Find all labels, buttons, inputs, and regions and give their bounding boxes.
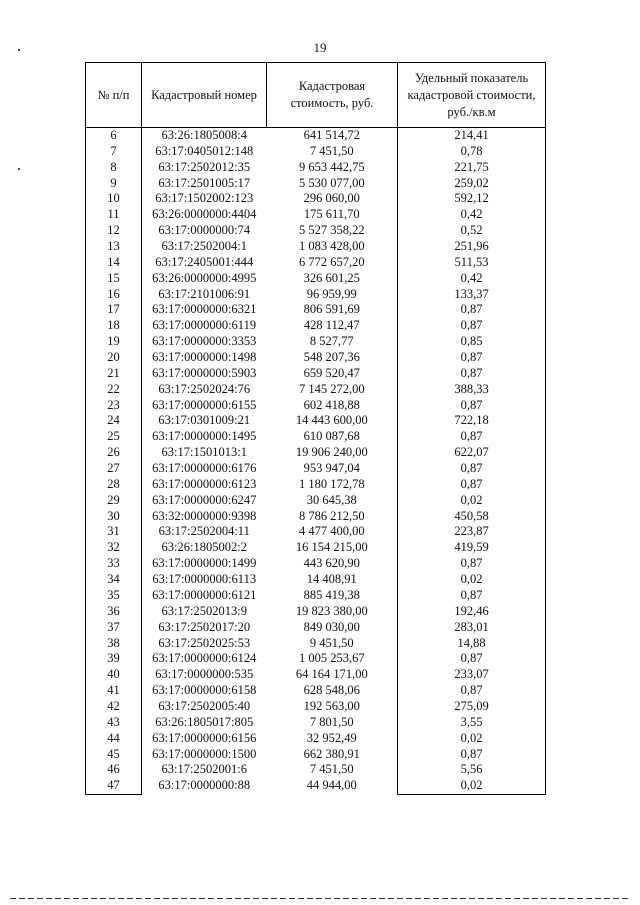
cell-specific-value: 388,33 bbox=[398, 382, 546, 398]
table-row bbox=[86, 429, 546, 445]
cell-cadastral-number: 63:26:1805002:2 bbox=[161, 540, 247, 555]
cell-cadastral-value: 6 772 657,20 bbox=[298, 254, 365, 269]
cell-row-number: 42 bbox=[86, 699, 142, 715]
cell-cadastral-number: 63:17:0405012:148 bbox=[155, 143, 254, 158]
cell-cadastral-value: 4 477 400,00 bbox=[298, 524, 365, 539]
cell-row-number: 34 bbox=[86, 572, 142, 588]
cell-specific-value: 0,02 bbox=[398, 778, 546, 794]
cell-cadastral-value: 885 419,38 bbox=[303, 587, 360, 602]
table-row bbox=[86, 176, 546, 192]
cell-row-number: 44 bbox=[86, 731, 142, 747]
cell-cadastral-value: 1 083 428,00 bbox=[298, 239, 365, 254]
cell-specific-value: 0,87 bbox=[398, 747, 546, 763]
table-row bbox=[86, 144, 546, 160]
cell-cadastral-value: 8 527,77 bbox=[309, 334, 354, 349]
cell-row-number: 12 bbox=[86, 223, 142, 239]
page-number: 19 bbox=[313, 40, 327, 55]
cell-specific-value: 0,02 bbox=[398, 731, 546, 747]
cell-cadastral-number: 63:17:2502004:11 bbox=[158, 524, 250, 539]
cell-cadastral-value: 1 180 172,78 bbox=[298, 476, 365, 491]
table-row bbox=[86, 255, 546, 271]
cell-specific-value: 233,07 bbox=[398, 667, 546, 683]
cell-specific-value: 0,87 bbox=[398, 366, 546, 382]
cell-row-number: 13 bbox=[86, 239, 142, 255]
cell-cadastral-number: 63:17:0000000:535 bbox=[155, 667, 254, 682]
cell-row-number: 28 bbox=[86, 477, 142, 493]
table-row bbox=[86, 651, 546, 667]
cell-specific-value: 0,87 bbox=[398, 318, 546, 334]
cell-specific-value: 0,87 bbox=[398, 556, 546, 572]
cell-cadastral-number: 63:17:0000000:6121 bbox=[152, 587, 257, 602]
cell-row-number: 46 bbox=[86, 762, 142, 778]
cell-row-number: 24 bbox=[86, 413, 142, 429]
table-row bbox=[86, 762, 546, 778]
table-row bbox=[86, 699, 546, 715]
cell-cadastral-value: 8 786 212,50 bbox=[298, 508, 365, 523]
table-row bbox=[86, 207, 546, 223]
header-row-number: № п/п bbox=[86, 63, 142, 128]
header-specific-value: Удельный показатель кадастровой стоимости, руб./кв.м bbox=[398, 63, 546, 128]
cell-cadastral-number: 63:17:0000000:6156 bbox=[152, 730, 257, 745]
cell-specific-value: 0,87 bbox=[398, 477, 546, 493]
cell-cadastral-value: 19 823 380,00 bbox=[295, 603, 368, 618]
cell-cadastral-value: 14 443 600,00 bbox=[295, 413, 368, 428]
table-row bbox=[86, 778, 546, 794]
cell-cadastral-number: 63:17:0000000:6123 bbox=[152, 476, 257, 491]
cell-cadastral-value: 548 207,36 bbox=[303, 350, 360, 365]
cell-cadastral-number: 63:17:2502017:20 bbox=[158, 619, 251, 634]
cell-row-number: 26 bbox=[86, 445, 142, 461]
cell-specific-value: 0,87 bbox=[398, 588, 546, 604]
table-row bbox=[86, 588, 546, 604]
cell-cadastral-number: 63:17:1501013:1 bbox=[161, 445, 247, 460]
cell-specific-value: 722,18 bbox=[398, 413, 546, 429]
cell-cadastral-number: 63:17:0000000:74 bbox=[158, 223, 251, 238]
cell-specific-value: 0,87 bbox=[398, 429, 546, 445]
cell-cadastral-number: 63:17:0301009:21 bbox=[158, 413, 251, 428]
cell-cadastral-value: 428 112,47 bbox=[303, 318, 360, 333]
cell-cadastral-value: 44 944,00 bbox=[306, 778, 357, 793]
cell-specific-value: 511,53 bbox=[398, 255, 546, 271]
cell-cadastral-number: 63:17:0000000:6158 bbox=[152, 683, 257, 698]
cell-row-number: 38 bbox=[86, 636, 142, 652]
cell-cadastral-value: 175 611,70 bbox=[303, 207, 360, 222]
cell-cadastral-value: 1 005 253,67 bbox=[298, 651, 365, 666]
cell-row-number: 9 bbox=[86, 176, 142, 192]
cell-specific-value: 0,78 bbox=[398, 144, 546, 160]
cell-cadastral-number: 63:17:0000000:6176 bbox=[152, 461, 257, 476]
table-body bbox=[86, 128, 546, 795]
cell-cadastral-value: 610 087,68 bbox=[303, 429, 360, 444]
cell-cadastral-number: 63:17:0000000:6247 bbox=[152, 492, 257, 507]
cell-row-number: 41 bbox=[86, 683, 142, 699]
cell-row-number: 18 bbox=[86, 318, 142, 334]
cell-cadastral-value: 326 601,25 bbox=[303, 270, 360, 285]
cell-specific-value: 0,87 bbox=[398, 683, 546, 699]
table-row bbox=[86, 366, 546, 382]
cell-cadastral-value: 7 451,50 bbox=[309, 762, 354, 777]
cell-cadastral-number: 63:17:2502005:40 bbox=[158, 698, 251, 713]
cell-specific-value: 0,85 bbox=[398, 334, 546, 350]
cell-cadastral-number: 63:17:2502024:76 bbox=[158, 381, 251, 396]
cell-cadastral-value: 849 030,00 bbox=[303, 619, 360, 634]
cell-specific-value: 0,87 bbox=[398, 461, 546, 477]
cell-specific-value: 0,87 bbox=[398, 302, 546, 318]
cell-row-number: 22 bbox=[86, 382, 142, 398]
cell-cadastral-value: 7 801,50 bbox=[309, 714, 354, 729]
cell-specific-value: 133,37 bbox=[398, 287, 546, 303]
cell-specific-value: 192,46 bbox=[398, 604, 546, 620]
table-row bbox=[86, 191, 546, 207]
cell-cadastral-number: 63:17:2101006:91 bbox=[158, 286, 251, 301]
table-row bbox=[86, 445, 546, 461]
cell-cadastral-number: 63:17:2502004:1 bbox=[161, 239, 247, 254]
cell-specific-value: 0,52 bbox=[398, 223, 546, 239]
cell-cadastral-value: 659 520,47 bbox=[303, 365, 360, 380]
cell-cadastral-number: 63:17:2502025:53 bbox=[158, 635, 251, 650]
cell-row-number: 27 bbox=[86, 461, 142, 477]
cell-cadastral-value: 16 154 215,00 bbox=[295, 540, 368, 555]
cell-row-number: 16 bbox=[86, 287, 142, 303]
cell-row-number: 23 bbox=[86, 398, 142, 414]
cell-cadastral-value: 5 527 358,22 bbox=[298, 223, 365, 238]
cell-cadastral-value: 806 591,69 bbox=[303, 302, 360, 317]
cell-specific-value: 223,87 bbox=[398, 524, 546, 540]
cell-specific-value: 283,01 bbox=[398, 620, 546, 636]
cell-row-number: 6 bbox=[86, 128, 142, 144]
cell-row-number: 31 bbox=[86, 524, 142, 540]
table-row bbox=[86, 572, 546, 588]
cell-cadastral-number: 63:17:0000000:6113 bbox=[152, 572, 257, 587]
table-row bbox=[86, 398, 546, 414]
cell-row-number: 15 bbox=[86, 271, 142, 287]
table-row bbox=[86, 302, 546, 318]
cell-specific-value: 214,41 bbox=[398, 128, 546, 144]
cell-cadastral-number: 63:26:0000000:4995 bbox=[152, 270, 257, 285]
cell-specific-value: 14,88 bbox=[398, 636, 546, 652]
table-header bbox=[86, 63, 546, 128]
cell-cadastral-value: 9 451,50 bbox=[309, 635, 354, 650]
cell-cadastral-number: 63:17:2502001:6 bbox=[161, 762, 247, 777]
cell-specific-value: 0,02 bbox=[398, 572, 546, 588]
cell-cadastral-value: 96 959,99 bbox=[306, 286, 357, 301]
cell-specific-value: 0,42 bbox=[398, 271, 546, 287]
cell-specific-value: 221,75 bbox=[398, 160, 546, 176]
cell-cadastral-number: 63:17:0000000:3353 bbox=[152, 334, 257, 349]
table-row bbox=[86, 350, 546, 366]
cell-cadastral-value: 192 563,00 bbox=[303, 698, 360, 713]
cell-row-number: 37 bbox=[86, 620, 142, 636]
cell-cadastral-number: 63:17:0000000:6155 bbox=[152, 397, 257, 412]
cell-cadastral-value: 5 530 077,00 bbox=[298, 175, 365, 190]
cell-cadastral-value: 602 418,88 bbox=[303, 397, 360, 412]
cell-row-number: 25 bbox=[86, 429, 142, 445]
cell-row-number: 45 bbox=[86, 747, 142, 763]
cell-cadastral-value: 628 548,06 bbox=[303, 683, 360, 698]
cell-cadastral-value: 443 620,90 bbox=[303, 556, 360, 571]
cell-cadastral-number: 63:17:0000000:6124 bbox=[152, 651, 257, 666]
cell-cadastral-number: 63:17:0000000:1500 bbox=[152, 746, 257, 761]
cell-specific-value: 419,59 bbox=[398, 540, 546, 556]
cell-cadastral-number: 63:17:2502012:35 bbox=[158, 159, 251, 174]
cell-specific-value: 251,96 bbox=[398, 239, 546, 255]
table-row bbox=[86, 715, 546, 731]
cell-specific-value: 0,87 bbox=[398, 651, 546, 667]
cell-row-number: 47 bbox=[86, 778, 142, 794]
table-row bbox=[86, 477, 546, 493]
header-cadastral-number: Кадастровый номер bbox=[142, 63, 267, 128]
cell-cadastral-number: 63:17:0000000:1498 bbox=[152, 350, 257, 365]
cell-cadastral-number: 63:17:0000000:6119 bbox=[152, 318, 257, 333]
cell-specific-value: 0,02 bbox=[398, 493, 546, 509]
cell-row-number: 14 bbox=[86, 255, 142, 271]
table-row bbox=[86, 413, 546, 429]
cadastral-value-table bbox=[85, 62, 546, 795]
table-row bbox=[86, 461, 546, 477]
cell-row-number: 32 bbox=[86, 540, 142, 556]
cell-cadastral-number: 63:17:0000000:1495 bbox=[152, 429, 257, 444]
cell-cadastral-number: 63:26:1805017:805 bbox=[155, 714, 254, 729]
cell-cadastral-number: 63:17:1502002:123 bbox=[155, 191, 254, 206]
cell-row-number: 36 bbox=[86, 604, 142, 620]
table-row bbox=[86, 239, 546, 255]
table-row bbox=[86, 271, 546, 287]
cell-specific-value: 0,87 bbox=[398, 350, 546, 366]
table-row bbox=[86, 160, 546, 176]
table-row bbox=[86, 382, 546, 398]
cell-row-number: 8 bbox=[86, 160, 142, 176]
cell-cadastral-value: 14 408,91 bbox=[306, 572, 357, 587]
cell-row-number: 17 bbox=[86, 302, 142, 318]
cell-cadastral-number: 63:17:0000000:5903 bbox=[152, 365, 257, 380]
table-row bbox=[86, 318, 546, 334]
cell-specific-value: 450,58 bbox=[398, 509, 546, 525]
table-row bbox=[86, 223, 546, 239]
cell-cadastral-number: 63:26:0000000:4404 bbox=[152, 207, 257, 222]
margin-mark bbox=[18, 168, 20, 170]
cell-row-number: 35 bbox=[86, 588, 142, 604]
table-row bbox=[86, 540, 546, 556]
table-row bbox=[86, 556, 546, 572]
cell-cadastral-value: 662 380,91 bbox=[303, 746, 360, 761]
cell-cadastral-value: 7 451,50 bbox=[309, 143, 354, 158]
cell-specific-value: 3,55 bbox=[398, 715, 546, 731]
cell-cadastral-value: 641 514,72 bbox=[303, 128, 360, 142]
cell-row-number: 29 bbox=[86, 493, 142, 509]
table-row bbox=[86, 334, 546, 350]
cell-row-number: 10 bbox=[86, 191, 142, 207]
cell-specific-value: 259,02 bbox=[398, 176, 546, 192]
table-row bbox=[86, 524, 546, 540]
cell-specific-value: 0,42 bbox=[398, 207, 546, 223]
cell-row-number: 11 bbox=[86, 207, 142, 223]
cell-cadastral-value: 953 947,04 bbox=[303, 461, 360, 476]
cell-row-number: 21 bbox=[86, 366, 142, 382]
table-row bbox=[86, 731, 546, 747]
table-row bbox=[86, 747, 546, 763]
table-row bbox=[86, 493, 546, 509]
cell-cadastral-value: 64 164 171,00 bbox=[295, 667, 368, 682]
cell-cadastral-number: 63:32:0000000:9398 bbox=[152, 508, 257, 523]
cell-row-number: 7 bbox=[86, 144, 142, 160]
table-row bbox=[86, 636, 546, 652]
cell-specific-value: 622,07 bbox=[398, 445, 546, 461]
table-row bbox=[86, 683, 546, 699]
cell-cadastral-number: 63:26:1805008:4 bbox=[161, 128, 247, 142]
table-row bbox=[86, 509, 546, 525]
cell-cadastral-number: 63:17:0000000:1499 bbox=[152, 556, 257, 571]
table-row bbox=[86, 287, 546, 303]
cell-row-number: 33 bbox=[86, 556, 142, 572]
table-row bbox=[86, 667, 546, 683]
cell-row-number: 19 bbox=[86, 334, 142, 350]
cell-cadastral-number: 63:17:2405001:444 bbox=[155, 254, 254, 269]
cell-cadastral-number: 63:17:2501005:17 bbox=[158, 175, 251, 190]
cell-cadastral-value: 19 906 240,00 bbox=[295, 445, 368, 460]
cell-cadastral-value: 7 145 272,00 bbox=[298, 381, 365, 396]
cell-row-number: 39 bbox=[86, 651, 142, 667]
bottom-border-line bbox=[10, 898, 630, 899]
cell-cadastral-number: 63:17:2502013:9 bbox=[161, 603, 247, 618]
cell-cadastral-value: 30 645,38 bbox=[306, 492, 357, 507]
cell-specific-value: 592,12 bbox=[398, 191, 546, 207]
cell-cadastral-value: 32 952,49 bbox=[306, 730, 357, 745]
cell-row-number: 20 bbox=[86, 350, 142, 366]
table-row bbox=[86, 604, 546, 620]
cell-row-number: 40 bbox=[86, 667, 142, 683]
cell-cadastral-number: 63:17:0000000:6321 bbox=[152, 302, 257, 317]
cell-specific-value: 0,87 bbox=[398, 398, 546, 414]
cell-specific-value: 5,56 bbox=[398, 762, 546, 778]
table-row bbox=[86, 128, 546, 144]
cell-cadastral-number: 63:17:0000000:88 bbox=[158, 778, 251, 793]
table-row bbox=[86, 620, 546, 636]
cell-specific-value: 275,09 bbox=[398, 699, 546, 715]
cell-cadastral-value: 296 060,00 bbox=[303, 191, 360, 206]
cell-row-number: 30 bbox=[86, 509, 142, 525]
cell-cadastral-value: 9 653 442,75 bbox=[298, 159, 365, 174]
cell-row-number: 43 bbox=[86, 715, 142, 731]
header-cadastral-value: Кадастровая стоимость, руб. bbox=[267, 63, 398, 128]
